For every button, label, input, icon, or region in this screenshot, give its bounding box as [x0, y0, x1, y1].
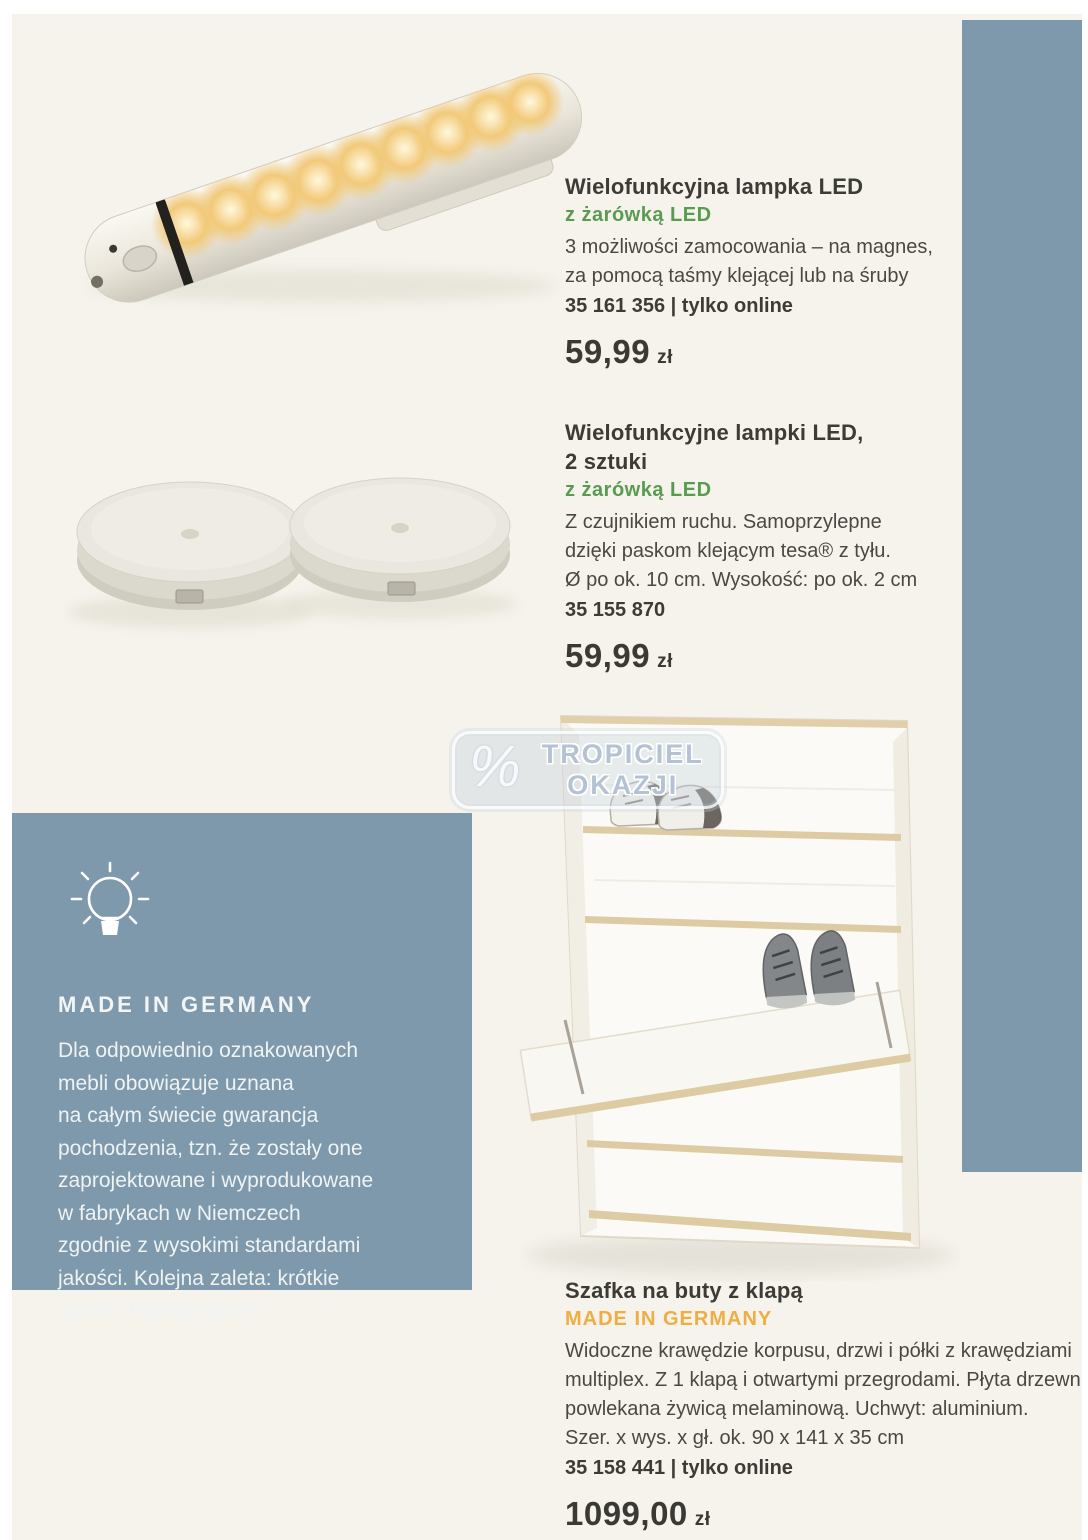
price-currency: zł — [657, 347, 673, 368]
info-box-heading: MADE IN GERMANY — [58, 992, 315, 1017]
info-line: pochodzenia, tzn. że zostały one — [58, 1136, 363, 1160]
catalog-page — [12, 14, 1082, 1540]
lightbulb-icon — [58, 855, 162, 959]
info-box-paragraph — [58, 1035, 444, 1328]
price-amount: 1099,00 — [565, 1495, 688, 1532]
product-description-line: Z czujnikiem ruchu. Samoprzylepne — [565, 511, 882, 533]
product-description-line: multiplex. Z 1 klapą i otwartymi przegrodami. Płyta drzewn — [565, 1369, 1081, 1391]
round-lamps-illustration — [40, 444, 530, 674]
made-in-germany-info-box — [12, 813, 472, 1322]
info-line: zgodnie z wysokimi standardami — [58, 1234, 361, 1257]
price-currency: zł — [657, 651, 673, 672]
product-badge-made-in-germany: MADE IN GERMANY — [565, 1308, 773, 1330]
product-description-line: za pomocą taśmy klejącej lub na śruby — [565, 265, 909, 287]
price-currency: zł — [694, 1509, 711, 1530]
product-description-line: Ø po ok. 10 cm. Wysokość: po ok. 2 cm — [565, 569, 918, 591]
product-description-line: powlekana żywicą melaminową. Uchwyt: aluminium. — [565, 1398, 1029, 1420]
product-description-line: 3 możliwości zamocowania – na magnes, — [565, 236, 933, 258]
info-line: jakości. Kolejna zaleta: krótkie — [58, 1266, 340, 1290]
product-description-line: Szer. x wys. x gł. ok. 90 x 141 x 35 cm — [565, 1427, 905, 1449]
product-title: Wielofunkcyjna lampka LED — [565, 174, 864, 199]
product-card-led-strip-lamp — [565, 172, 1082, 371]
info-line: Dla odpowiednio oznakowanych — [58, 1039, 359, 1062]
info-line: zaprojektowane i wyprodukowane — [58, 1169, 374, 1192]
product-image-round-lamps — [40, 444, 530, 674]
info-line: na całym świecie gwarancja — [58, 1104, 319, 1127]
product-card-shoe-cabinet — [565, 1276, 1082, 1533]
led-strip-lamp-illustration — [32, 24, 632, 324]
product-description-line: dzięki paskom klejącym tesa® z tyłu. — [565, 540, 891, 562]
watermark-line2: OKAZJI — [567, 770, 679, 800]
product-title-line2: 2 sztuki — [565, 449, 648, 474]
product-badge-led: z żarówką LED — [565, 204, 712, 226]
product-price — [565, 333, 1082, 371]
watermark-text — [525, 739, 721, 801]
info-line: mebli obowiązuje uznana — [58, 1071, 294, 1095]
info-line: odcinki transportowe. — [58, 1299, 257, 1322]
price-amount: 59,99 — [565, 333, 651, 370]
product-sku: 35 161 356 | tylko online — [565, 295, 793, 317]
watermark-line1: TROPICIEL — [541, 739, 704, 769]
product-sku: 35 158 441 | tylko online — [565, 1457, 793, 1479]
product-badge-led: z żarówką LED — [565, 479, 712, 501]
info-line: w fabrykach w Niemczech — [58, 1201, 301, 1225]
product-image-led-strip-lamp — [32, 24, 632, 324]
product-sku: 35 155 870 — [565, 599, 666, 621]
percent-icon: % — [469, 733, 521, 799]
deal-watermark-badge — [452, 731, 724, 809]
product-title: Wielofunkcyjne lampki LED, — [565, 420, 864, 445]
price-amount: 59,99 — [565, 637, 651, 674]
product-card-led-round-lamps — [565, 418, 1082, 675]
product-title: Szafka na buty z klapą — [565, 1278, 803, 1303]
product-description-line: Widoczne krawędzie korpusu, drzwi i półki z krawędziami — [565, 1340, 1072, 1362]
product-price — [565, 1495, 1082, 1533]
product-price — [565, 637, 1082, 675]
